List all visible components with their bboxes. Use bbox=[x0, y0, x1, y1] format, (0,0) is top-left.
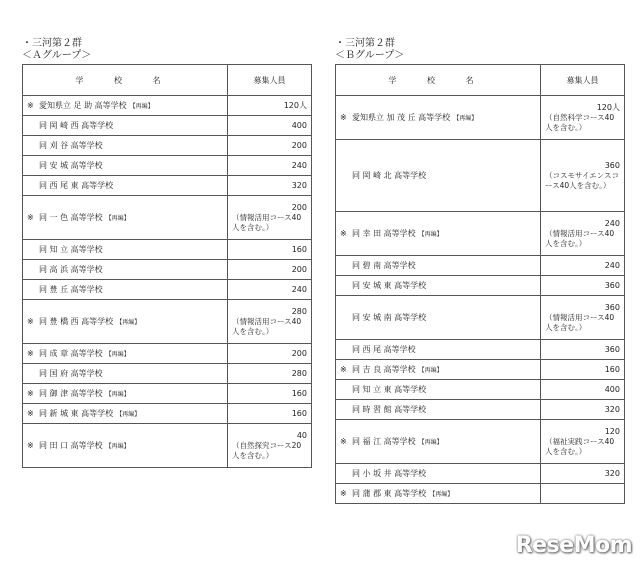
enrollment-cell bbox=[541, 380, 625, 400]
course-note: （情報活用コース40人を含む。） bbox=[232, 316, 302, 336]
enrollment-count: 240 bbox=[604, 260, 620, 270]
school-name: 安 城 高等学校 bbox=[49, 161, 103, 170]
reorganization-badge: 【再編】 bbox=[453, 115, 478, 122]
school-name: 安 城 東 高等学校 bbox=[362, 281, 427, 290]
course-note: （福祉実践コース40人を含む。） bbox=[545, 436, 615, 456]
enrollment-count: 320 bbox=[604, 468, 620, 478]
school-name-cell bbox=[336, 380, 541, 400]
enrollment-cell bbox=[541, 420, 625, 464]
reorganization-mark: ※ bbox=[340, 365, 347, 374]
table-row bbox=[23, 404, 312, 424]
enrollment-cell bbox=[228, 280, 312, 300]
table-row bbox=[23, 176, 312, 196]
reorganization-mark: ※ bbox=[27, 317, 34, 326]
enrollment-cell bbox=[541, 256, 625, 276]
reorganization-mark: ※ bbox=[340, 113, 347, 122]
school-name: 刈 谷 高等学校 bbox=[49, 141, 103, 150]
table-row bbox=[23, 384, 312, 404]
school-name: 豊 橋 西 高等学校 bbox=[49, 317, 114, 326]
enrollment-cell bbox=[228, 116, 312, 136]
school-name: 岡 崎 西 高等学校 bbox=[49, 121, 114, 130]
table-row bbox=[336, 256, 625, 276]
school-name-cell bbox=[23, 136, 228, 156]
enrollment-count: 120人 bbox=[283, 100, 307, 110]
enrollment-count: 280 bbox=[291, 368, 307, 378]
enrollment-count: 200 bbox=[291, 202, 307, 212]
school-name-cell bbox=[336, 96, 541, 140]
school-prefix: 同 bbox=[352, 313, 360, 322]
school-name-cell bbox=[23, 364, 228, 384]
reorganization-mark: ※ bbox=[340, 229, 347, 238]
table-row bbox=[336, 276, 625, 296]
course-note: （自然探究コース20人を含む。） bbox=[232, 440, 302, 460]
reorganization-badge: 【再編】 bbox=[105, 443, 130, 450]
group-a-rows bbox=[23, 96, 312, 468]
school-prefix: 同 bbox=[352, 437, 360, 446]
enrollment-cell bbox=[228, 344, 312, 364]
school-name: 豊 丘 高等学校 bbox=[49, 285, 103, 294]
school-name-cell bbox=[23, 240, 228, 260]
enrollment-count: 200 bbox=[291, 140, 307, 150]
enrollment-cell bbox=[228, 384, 312, 404]
school-name-cell bbox=[336, 140, 541, 212]
school-name-cell bbox=[23, 300, 228, 344]
header-school: 学 校 名 bbox=[336, 65, 541, 96]
school-prefix: 同 bbox=[352, 385, 360, 394]
table-row bbox=[23, 136, 312, 156]
school-name-cell bbox=[336, 360, 541, 380]
school-prefix: 同 bbox=[352, 489, 360, 498]
enrollment-cell bbox=[541, 340, 625, 360]
reorganization-mark: ※ bbox=[27, 441, 34, 450]
school-name-cell bbox=[23, 404, 228, 424]
table-row bbox=[23, 260, 312, 280]
region-heading: ・三河第２群 bbox=[22, 38, 82, 49]
enrollment-count: 240 bbox=[291, 284, 307, 294]
enrollment-cell bbox=[228, 136, 312, 156]
enrollment-count: 160 bbox=[291, 408, 307, 418]
header-count: 募集人員 bbox=[228, 65, 312, 96]
school-prefix: 同 bbox=[39, 369, 47, 378]
reorganization-badge: 【再編】 bbox=[418, 439, 443, 446]
enrollment-cell bbox=[228, 156, 312, 176]
group-b-table bbox=[335, 64, 625, 504]
reorganization-mark: ※ bbox=[27, 349, 34, 358]
enrollment-cell bbox=[228, 260, 312, 280]
school-name: 一 色 高等学校 bbox=[49, 213, 103, 222]
school-name-cell bbox=[23, 156, 228, 176]
school-name: 幸 田 高等学校 bbox=[362, 229, 416, 238]
enrollment-count: 400 bbox=[604, 384, 620, 394]
school-name: 加 茂 丘 高等学校 bbox=[386, 113, 451, 122]
enrollment-count: 200 bbox=[291, 264, 307, 274]
table-row bbox=[23, 116, 312, 136]
school-name-cell bbox=[336, 212, 541, 256]
group-a-table bbox=[22, 64, 312, 468]
school-name: 碧 南 高等学校 bbox=[362, 261, 416, 270]
table-row bbox=[336, 400, 625, 420]
school-prefix: 愛知県立 bbox=[39, 101, 71, 110]
header-count: 募集人員 bbox=[541, 65, 625, 96]
school-prefix: 同 bbox=[352, 469, 360, 478]
school-name: 国 府 高等学校 bbox=[49, 369, 103, 378]
enrollment-cell bbox=[228, 424, 312, 468]
course-note: （自然科学コース40人を含む。） bbox=[545, 112, 615, 132]
enrollment-cell bbox=[228, 364, 312, 384]
enrollment-cell bbox=[541, 212, 625, 256]
school-name-cell bbox=[23, 196, 228, 240]
resemom-logo: ReseMom bbox=[515, 533, 632, 558]
school-name: 知 立 東 高等学校 bbox=[362, 385, 427, 394]
reorganization-badge: 【再編】 bbox=[418, 367, 443, 374]
header-school: 学 校 名 bbox=[23, 65, 228, 96]
school-name-cell bbox=[336, 296, 541, 340]
table-row bbox=[23, 344, 312, 364]
enrollment-count: 240 bbox=[291, 160, 307, 170]
enrollment-count: 160 bbox=[604, 364, 620, 374]
table-row bbox=[336, 484, 625, 504]
table-row bbox=[23, 300, 312, 344]
enrollment-cell bbox=[541, 484, 625, 504]
table-row bbox=[23, 240, 312, 260]
enrollment-cell bbox=[541, 296, 625, 340]
reorganization-badge: 【再編】 bbox=[116, 319, 141, 326]
enrollment-count: 120 bbox=[604, 426, 620, 436]
reorganization-badge: 【再編】 bbox=[105, 215, 130, 222]
enrollment-cell bbox=[228, 176, 312, 196]
enrollment-cell bbox=[228, 196, 312, 240]
school-name: 蒲 郡 東 高等学校 bbox=[362, 489, 427, 498]
table-row bbox=[336, 420, 625, 464]
enrollment-count: 360 bbox=[604, 344, 620, 354]
school-prefix: 同 bbox=[352, 229, 360, 238]
school-prefix: 同 bbox=[39, 265, 47, 274]
school-prefix: 同 bbox=[352, 365, 360, 374]
enrollment-count: 360 bbox=[604, 302, 620, 312]
enrollment-count: 360 bbox=[604, 280, 620, 290]
enrollment-cell bbox=[541, 96, 625, 140]
course-note: （情報活用コース40人を含む。） bbox=[545, 312, 615, 332]
table-row bbox=[336, 380, 625, 400]
school-name: 知 立 高等学校 bbox=[49, 245, 103, 254]
school-name-cell bbox=[23, 280, 228, 300]
school-name-cell bbox=[23, 424, 228, 468]
course-note: （情報活用コース40人を含む。） bbox=[545, 228, 615, 248]
reorganization-mark: ※ bbox=[27, 389, 34, 398]
enrollment-cell bbox=[228, 240, 312, 260]
school-name: 新 城 東 高等学校 bbox=[49, 409, 114, 418]
reorganization-mark: ※ bbox=[340, 489, 347, 498]
region-heading: ・三河第２群 bbox=[335, 38, 395, 49]
group-label: ＜Ａグループ＞ bbox=[22, 50, 92, 61]
school-name-cell bbox=[336, 400, 541, 420]
reorganization-badge: 【再編】 bbox=[116, 411, 141, 418]
school-name-cell bbox=[23, 116, 228, 136]
reorganization-badge: 【再編】 bbox=[105, 391, 130, 398]
school-name-cell bbox=[23, 260, 228, 280]
enrollment-count: 400 bbox=[291, 120, 307, 130]
school-name-cell bbox=[336, 276, 541, 296]
group-b-block bbox=[335, 38, 625, 504]
school-prefix: 同 bbox=[39, 409, 47, 418]
school-prefix: 同 bbox=[39, 389, 47, 398]
table-row bbox=[23, 156, 312, 176]
table-row bbox=[336, 340, 625, 360]
enrollment-cell bbox=[541, 400, 625, 420]
reorganization-badge: 【再編】 bbox=[105, 351, 130, 358]
reorganization-mark: ※ bbox=[27, 409, 34, 418]
school-prefix: 同 bbox=[39, 161, 47, 170]
school-prefix: 同 bbox=[39, 317, 47, 326]
reorganization-badge: 【再編】 bbox=[418, 231, 443, 238]
enrollment-count: 160 bbox=[291, 244, 307, 254]
school-name: 成 章 高等学校 bbox=[49, 349, 103, 358]
enrollment-cell bbox=[228, 300, 312, 344]
school-prefix: 同 bbox=[352, 171, 360, 180]
table-row bbox=[23, 96, 312, 116]
reorganization-badge: 【再編】 bbox=[129, 103, 154, 110]
school-prefix: 同 bbox=[39, 141, 47, 150]
enrollment-count: 200 bbox=[291, 348, 307, 358]
school-prefix: 同 bbox=[39, 349, 47, 358]
reorganization-mark: ※ bbox=[27, 213, 34, 222]
school-name: 小 坂 井 高等学校 bbox=[362, 469, 427, 478]
school-name-cell bbox=[336, 484, 541, 504]
school-prefix: 同 bbox=[352, 281, 360, 290]
course-note: （情報活用コース40人を含む。） bbox=[232, 212, 302, 232]
school-name: 高 浜 高等学校 bbox=[49, 265, 103, 274]
enrollment-count: 360 bbox=[604, 160, 620, 170]
school-name: 吉 良 高等学校 bbox=[362, 365, 416, 374]
school-name-cell bbox=[336, 340, 541, 360]
enrollment-cell bbox=[541, 276, 625, 296]
reorganization-badge: 【再編】 bbox=[429, 491, 454, 498]
table-row bbox=[23, 196, 312, 240]
reorganization-mark: ※ bbox=[340, 437, 347, 446]
table-row bbox=[336, 212, 625, 256]
school-name: 御 津 高等学校 bbox=[49, 389, 103, 398]
school-prefix: 同 bbox=[352, 345, 360, 354]
table-row bbox=[23, 424, 312, 468]
group-a-block bbox=[22, 38, 312, 468]
school-name: 時 習 館 高等学校 bbox=[362, 405, 427, 414]
table-row bbox=[336, 464, 625, 484]
enrollment-count: 280 bbox=[291, 306, 307, 316]
group-label: ＜Ｂグループ＞ bbox=[335, 50, 405, 61]
school-prefix: 同 bbox=[352, 405, 360, 414]
enrollment-count: 240 bbox=[604, 218, 620, 228]
school-name-cell bbox=[336, 420, 541, 464]
school-name: 西 尾 東 高等学校 bbox=[49, 181, 114, 190]
school-name-cell bbox=[23, 176, 228, 196]
table-row bbox=[336, 96, 625, 140]
school-prefix: 愛知県立 bbox=[352, 113, 384, 122]
enrollment-count: 120人 bbox=[596, 102, 620, 112]
school-prefix: 同 bbox=[352, 261, 360, 270]
table-row bbox=[336, 360, 625, 380]
enrollment-cell bbox=[541, 140, 625, 212]
school-prefix: 同 bbox=[39, 121, 47, 130]
enrollment-cell bbox=[228, 404, 312, 424]
school-name: 福 江 高等学校 bbox=[362, 437, 416, 446]
school-name-cell bbox=[23, 96, 228, 116]
school-name: 岡 崎 北 高等学校 bbox=[362, 171, 427, 180]
enrollment-count: 320 bbox=[604, 404, 620, 414]
school-name-cell bbox=[23, 384, 228, 404]
school-name: 西 尾 高等学校 bbox=[362, 345, 416, 354]
school-name-cell bbox=[336, 256, 541, 276]
reorganization-mark: ※ bbox=[27, 101, 34, 110]
school-prefix: 同 bbox=[39, 181, 47, 190]
table-row bbox=[23, 364, 312, 384]
table-row bbox=[336, 296, 625, 340]
table-row bbox=[336, 140, 625, 212]
school-name-cell bbox=[23, 344, 228, 364]
school-prefix: 同 bbox=[39, 245, 47, 254]
school-name: 田 口 高等学校 bbox=[49, 441, 103, 450]
table-row bbox=[23, 280, 312, 300]
enrollment-count: 160 bbox=[291, 388, 307, 398]
enrollment-count: 320 bbox=[291, 180, 307, 190]
school-name: 安 城 南 高等学校 bbox=[362, 313, 427, 322]
school-name-cell bbox=[336, 464, 541, 484]
enrollment-cell bbox=[228, 96, 312, 116]
enrollment-count: 40 bbox=[296, 430, 307, 440]
school-name: 足 助 高等学校 bbox=[73, 101, 127, 110]
enrollment-cell bbox=[541, 360, 625, 380]
table-header-row bbox=[336, 65, 625, 96]
school-prefix: 同 bbox=[39, 441, 47, 450]
table-header-row bbox=[23, 65, 312, 96]
enrollment-cell bbox=[541, 464, 625, 484]
school-prefix: 同 bbox=[39, 213, 47, 222]
course-note: （コスモサイエンスコース40人を含む。） bbox=[545, 170, 619, 190]
school-prefix: 同 bbox=[39, 285, 47, 294]
group-b-rows bbox=[336, 96, 625, 504]
